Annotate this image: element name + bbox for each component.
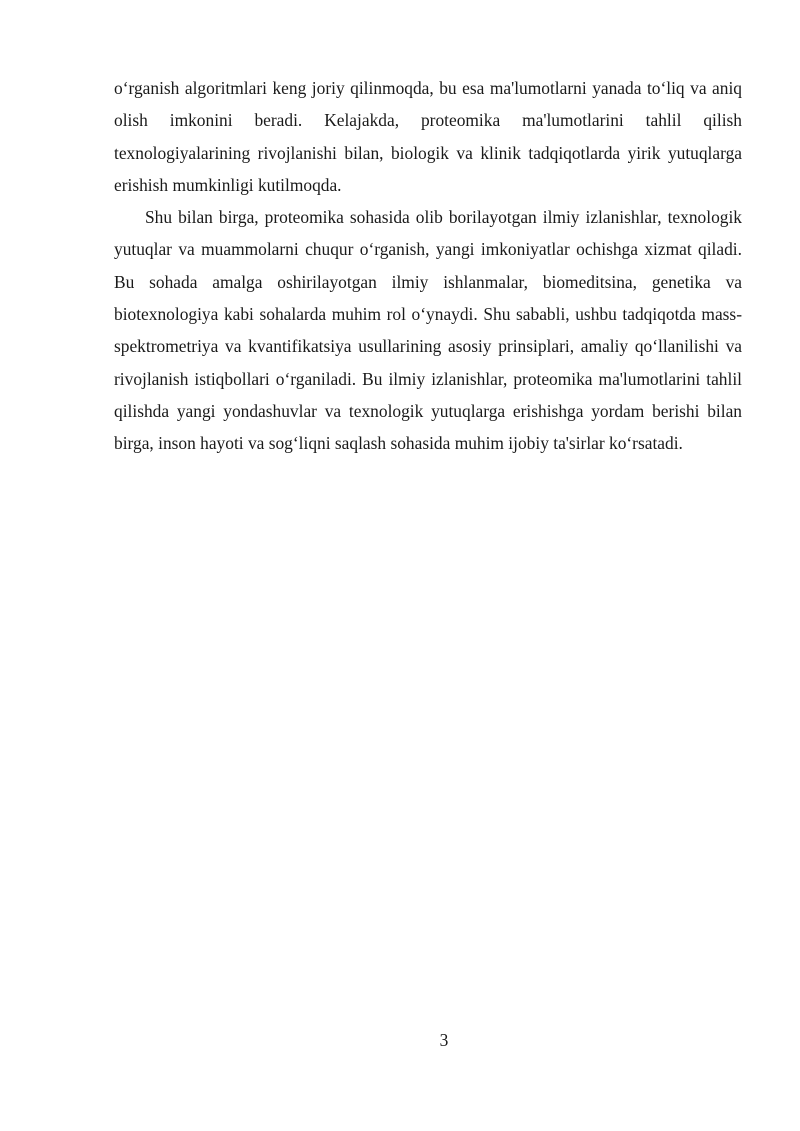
body-text [114, 72, 742, 460]
paragraph-continued: oʻrganish algoritmlari keng joriy qilinmoqda, bu esa ma'lumotlarni yanada toʻliq va aniq olish imkonini beradi. Kelajakda, proteomika ma'lumotlarini tahlil qilish texnologiyalarining rivojlanishi bilan, biologik va klinik tadqiqotlarda yirik yutuqlarga erishish mumkinligi kutilmoqda. [114, 78, 742, 195]
page-number: 3 [439, 1030, 449, 1050]
paragraph: Shu bilan birga, proteomika sohasida olib borilayotgan ilmiy izlanishlar, texnologik yutuqlar va muammolarni chuqur oʻrganish, yangi imkoniyatlar ochishga xizmat qiladi. Bu sohada amalga oshirilayotgan ilmiy ishlanmalar, biomeditsina, genetika va biotexnologiya kabi sohalarda muhim rol oʻynaydi. Shu sababli, ushbu tadqiqotda mass-spektrometriya va kvantifikatsiya usullarining asosiy prinsiplari, amaliy qoʻllanilishi va rivojlanish istiqbollari oʻrganiladi. Bu ilmiy izlanishlar, proteomika ma'lumotlarini tahlil qilishda yangi yondashuvlar va texnologik yutuqlarga erishishga yordam berishi bilan birga, inson hayoti va sogʻliqni saqlash sohasida muhim ijobiy ta'sirlar koʻrsatadi. [114, 207, 742, 454]
